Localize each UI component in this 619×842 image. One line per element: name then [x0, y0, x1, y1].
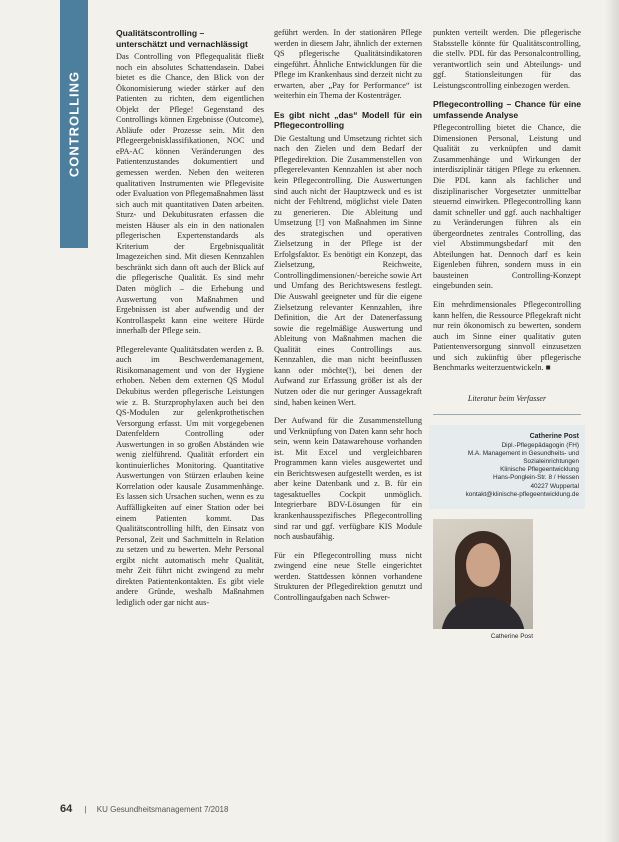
body-paragraph [433, 300, 581, 374]
footer-separator: | [84, 805, 87, 814]
section-heading [116, 28, 264, 49]
column-3 [433, 28, 581, 643]
author-line: M.A. Management in Gesundheits- und [467, 449, 579, 457]
divider [433, 414, 581, 415]
end-mark: ■ [545, 363, 551, 373]
author-line: Sozialeinrichtungen [523, 458, 579, 466]
author-line: Dipl.-Pflegepädagogin (FH) [501, 441, 579, 449]
heading-line: Qualitätscontrolling – [116, 28, 205, 38]
body-paragraph: Pflegerelevante Qualitätsdaten werden z. B. auch im Beschwerdemanagement, Risikomanagement und von der Hygiene erhoben. Neben dem externen QS Modul Dekubitus werden pflegerische Leistungen wie z. B. Sturzprophylaxen auch bei den QS-Modulen zur gelenkprothetischen Versorgung erfasst. Um mit vorgegebenen Datenfeldern Controlling oder Auswertungen in so großen Abständen wie wenig zielführend. Qualität erfordert ein kontinuierliches Monitoring. Quantitative Auswertungen von Stürzen erlauben keine Korrelation oder kausale Zusammenhänge. Es lassen sich Ursachen suchen, wenn es zu Auffälligkeiten auf einer Station oder bei einem Patienten kommt. Das Qualitätscontrolling hilft, den Einsatz von Personal, Zeit und Sachmitteln in Relation zu setzen und zu bewerten. Mehr Personal ergibt nicht automatisch mehr Qualität, mehr Zeit führt nicht zwingend zu mehr direkten Patientenkontakten. Es gibt viele andere Gründe, weshalb Maßnahmen lediglich oder gar nicht aus- [116, 344, 264, 607]
section-label: CONTROLLING [66, 70, 82, 178]
body-paragraph: Für ein Pflegecontrolling muss nicht zwingend eine neue Stelle eingerichtet werden. Stattdessen können vorhandene Strukturen der Pflegedirektion genutzt und Controllingaufgaben nach Schwer- [274, 550, 422, 602]
photo-face [466, 543, 500, 587]
heading-line: unterschätzt und vernachlässigt [116, 38, 248, 49]
author-line: Hans-Ponglein-Str. 8 / Hessen [493, 474, 579, 482]
author-photo [433, 519, 533, 629]
literature-note: Literatur beim Verfasser [467, 393, 547, 403]
author-line: 40227 Wuppertal [530, 482, 579, 490]
photo-shoulders [441, 597, 525, 629]
author-box [429, 425, 585, 509]
publication-name: KU Gesundheitsmanagement 7/2018 [96, 805, 229, 814]
column-1 [116, 28, 264, 616]
section-band [60, 0, 88, 248]
paragraph-text: Ein mehrdimensionales Pflegecontrolling kann helfen, die Ressource Pflegekraft nicht nur rein ökonomisch zu bewerten, sondern auch im Sinne einer qualitativ guten Patientenversorgung sinnvoll einzusetzen und sich zukünftig über pflegerische Benchmarks weiterzuentwickeln. [433, 300, 581, 373]
page-number: 64 [60, 803, 73, 815]
section-heading: Pflegecontrolling – Chance für eine umfassende Analyse [433, 99, 581, 120]
author-name: Catherine Post [529, 433, 579, 441]
body-paragraph: Der Aufwand für die Zusammenstellung und Verknüpfung von Daten kann sehr hoch sein, wenn kein Datawarehouse vorhanden ist. Mit Excel und vergleichbaren Programmen kann vieles ausgewertet und ein Berichtswesen aufgestellt werden, es ist aber keine Datenbank und z. B. für ein tagesaktuelles Cockpit unmöglich. Integrierbare BDV-Lösungen für ein krankenhausspezifisches Pflegecontrolling sind rar und ggf. verfügbare KIS Module noch ausbaufähig. [274, 416, 422, 542]
body-paragraph: Das Controlling von Pflegequalität fließt noch ein absolutes Schattendasein. Dabei bietet es die Chance, den Blick von der Ökonomisierung wieder stärker auf den Patienten zu richten, dem eigentlichen Objekt der Pflege! Gegenstand des Controllings können Ergebnisse (Outcome), Abläufe oder Prozesse sein. Mit den Pflegeergebnisklassifikationen, NOC und ePA-AC können Veränderungen des Patientenzustandes dokumentiert und gemessen werden. Neben den weiteren qualitativen Instrumenten wie Pflegevisite oder Evaluation von Pflegemaßnahmen lässt sich auch mit quantitativen Daten arbeiten. Sturz- und Dekubitusraten erfassen die meisten Häuser als ein in den nationalen pflegerischen Expertenstandards als Kriterium der Ergebnisqualität Imagezeichen sind. Mit diesen Kennzahlen beschränkt sich dann oft auch der Blick auf die pflegerische Qualität. Es sind mehr Daten möglich – die Erhebung und Auswertung von Maßnahmen und Ergebnissen ist aber aufwendig und der Kontrollaspekt kann eine weitere Hürde innerhalb der Pflege sein. [116, 52, 264, 336]
body-paragraph: Die Gestaltung und Umsetzung richtet sich nach den Zielen und dem Bedarf der Pflegedirektion. Die Zusammenstellen von pflegerelevanten Kennzahlen ist aber noch kein Pflegecontrolling. Die Auswertungen sind auch nicht der Hauptzweck und es ist nicht der Fehltrend, möglichst viele Daten zu generieren. Die Ableitung und Umsetzung [!] von Maßnahmen im Sinne des strategischen und operativen Zielsetzung in der Pflege ist der Erfolgsfaktor. Es benötigt ein Konzept, das Zielsetzung, Reichweite, Controllingdimensionen/-bereiche sowie Art und Umfang des Berichtswesens festlegt. Die Auswahl geeigneter und für die eigene Zielsetzung relevanter Kennzahlen, ihre Definition, die Art der Datenerfassung sowie die regelmäßige Auswertung und Ableitung von Maßnahmen machen die Qualität eines Controllings aus. Kennzahlen, die man nicht beeinflussen kann oder möchte(!), bei denen der Aufwand zur Erfassung größer ist als der Nutzen oder die nur geringer Aussagekraft sind, haben keinen Wert. [274, 133, 422, 407]
photo-caption: Catherine Post [490, 633, 533, 641]
author-email: kontakt@klinische-pflegeentwicklung.de [465, 490, 579, 498]
column-2 [274, 28, 422, 611]
page-footer [60, 803, 228, 815]
body-paragraph: Pflegecontrolling bietet die Chance, die Dimensionen Personal, Leistung und Qualität zu verknüpfen und damit Zusammenhänge und Wirkungen der interdisziplinär tätigen Pflege zu erkennen. Die PDL kann als fachlicher und disziplinarischer Vorgesetzter unmittelbar steuernd einwirken. Pflegecontrolling kann damit schneller und ggf. auch nachhaltiger zu Veränderungen führen als ein übergeordnetes zentrales Controlling, das viel Abstimmungsbedarf mit den Abteilungen hat. Dennoch darf es kein Eigenleben führen, sondern muss in ein bausteinen Controlling-Konzept eingebunden sein. [433, 123, 581, 291]
section-heading: Es gibt nicht „das“ Modell für ein Pflegecontrolling [274, 109, 422, 131]
body-paragraph: geführt werden. In der stationären Pflege werden in diesem Jahr, ähnlich der externen QS pflegerische Qualitätsindikatoren eingeführt. Ähnliche Entwicklungen für die Pflege im Krankenhaus sind derzeit nicht zu erwarten, aber „Pay for Performance“ ist weiterhin ein Thema der Kostenträger. [274, 28, 422, 101]
author-line: Klinische Pflegeentwicklung [500, 466, 579, 474]
body-paragraph: punkten verteilt werden. Die pflegerische Stabsstelle könnte für Qualitätscontrolling, die stellv. PDL für das Personalcontrolling, verantwortlich sein und Abteilungs- und ggf. Stationsleitungen für das Leistungscontrolling einbezogen werden. [433, 28, 581, 90]
